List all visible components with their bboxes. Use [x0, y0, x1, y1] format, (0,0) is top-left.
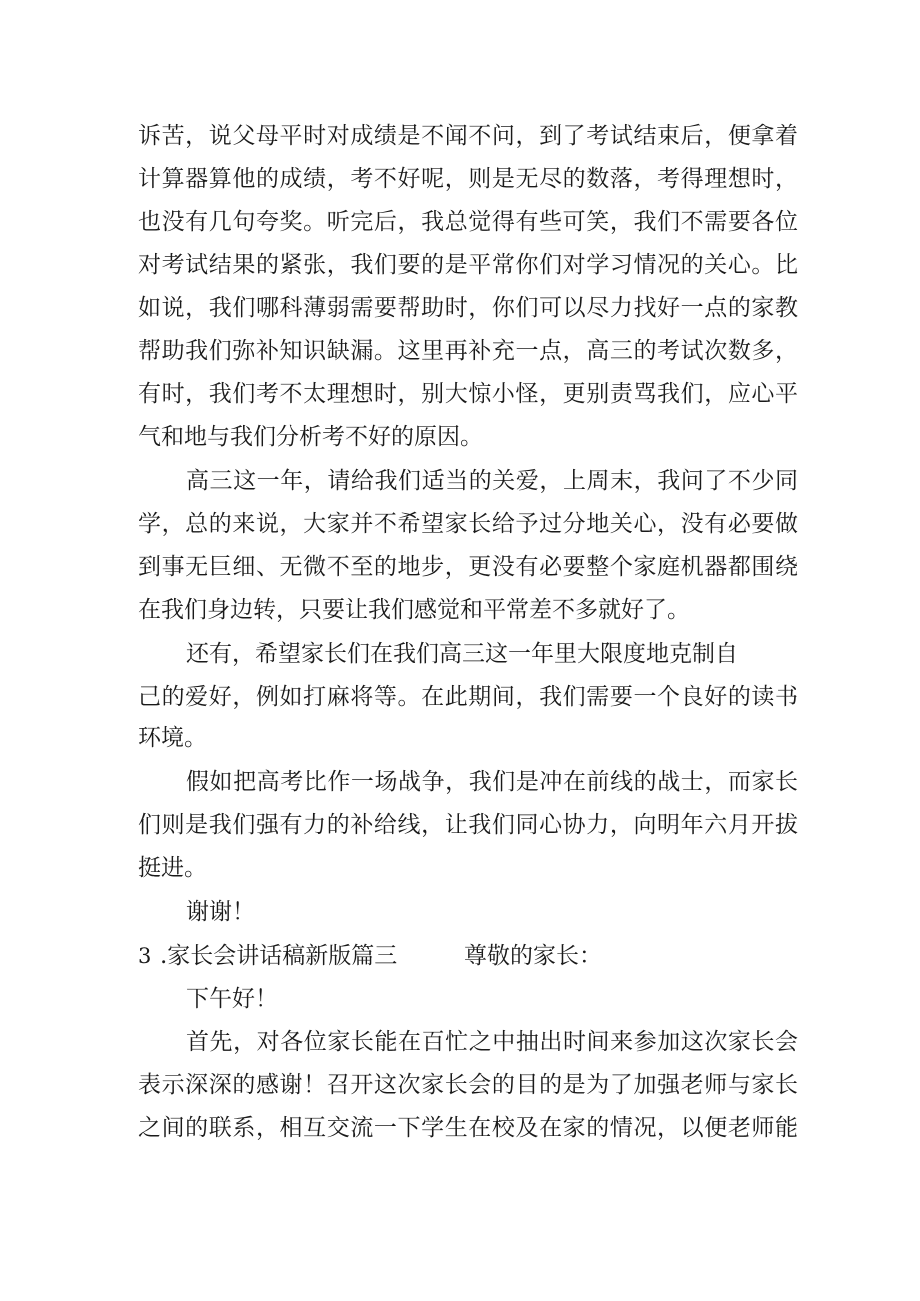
paragraph-line: 帮助我们弥补知识缺漏。这里再补充一点，高三的考试次数多，: [138, 338, 798, 364]
paragraph-line: 表示深深的感谢！召开这次家长会的目的是为了加强老师与家长: [138, 1072, 798, 1098]
paragraph-line: 假如把高考比作一场战争，我们是冲在前线的战士，而家长: [186, 769, 798, 795]
paragraph-line: 也没有几句夸奖。听完后，我总觉得有些可笑，我们不需要各位: [138, 209, 798, 235]
paragraph-line: 高三这一年，请给我们适当的关爱，上周末，我问了不少同: [186, 468, 798, 494]
paragraph-line: 挺进。: [138, 855, 207, 881]
paragraph-line: 对考试结果的紧张，我们要的是平常你们对学习情况的关心。比: [138, 252, 798, 278]
paragraph-line: 气和地与我们分析考不好的原因。: [138, 424, 483, 450]
section-number: 3: [138, 944, 152, 968]
paragraph-line: 们则是我们强有力的补给线，让我们同心协力，向明年六月开拔: [138, 812, 798, 838]
section-title: .家长会讲话稿新版篇三: [160, 943, 398, 969]
paragraph-line: 到事无巨细、无微不至的地步，更没有必要整个家庭机器都围绕: [138, 554, 798, 580]
paragraph-line: 还有，希望家长们在我们高三这一年里大限度地克制自: [186, 641, 738, 667]
paragraph-line: 己的爱好，例如打麻将等。在此期间，我们需要一个良好的读书: [138, 684, 798, 710]
paragraph-line: 首先，对各位家长能在百忙之中抽出时间来参加这次家长会: [186, 1029, 798, 1055]
paragraph-line: 在我们身边转，只要让我们感觉和平常差不多就好了。: [138, 597, 690, 623]
section-greeting: 尊敬的家长：: [464, 943, 602, 969]
paragraph-line: 之间的联系，相互交流一下学生在校及在家的情况，以便老师能: [138, 1115, 798, 1141]
closing-thanks: 谢谢！: [186, 899, 255, 925]
paragraph-line: 学，总的来说，大家并不希望家长给予过分地关心，没有必要做: [138, 511, 798, 537]
paragraph-line: 有时，我们考不太理想时，别大惊小怪，更别责骂我们，应心平: [138, 381, 798, 407]
paragraph-line: 诉苦，说父母平时对成绩是不闻不问，到了考试结束后，便拿着: [138, 123, 798, 149]
paragraph-line: 环境。: [138, 725, 207, 751]
greeting-line: 下午好！: [186, 986, 278, 1012]
paragraph-line: 如说，我们哪科薄弱需要帮助时，你们可以尽力找好一点的家教: [138, 295, 798, 321]
paragraph-line: 计算器算他的成绩，考不好呢，则是无尽的数落，考得理想时，: [138, 166, 798, 192]
